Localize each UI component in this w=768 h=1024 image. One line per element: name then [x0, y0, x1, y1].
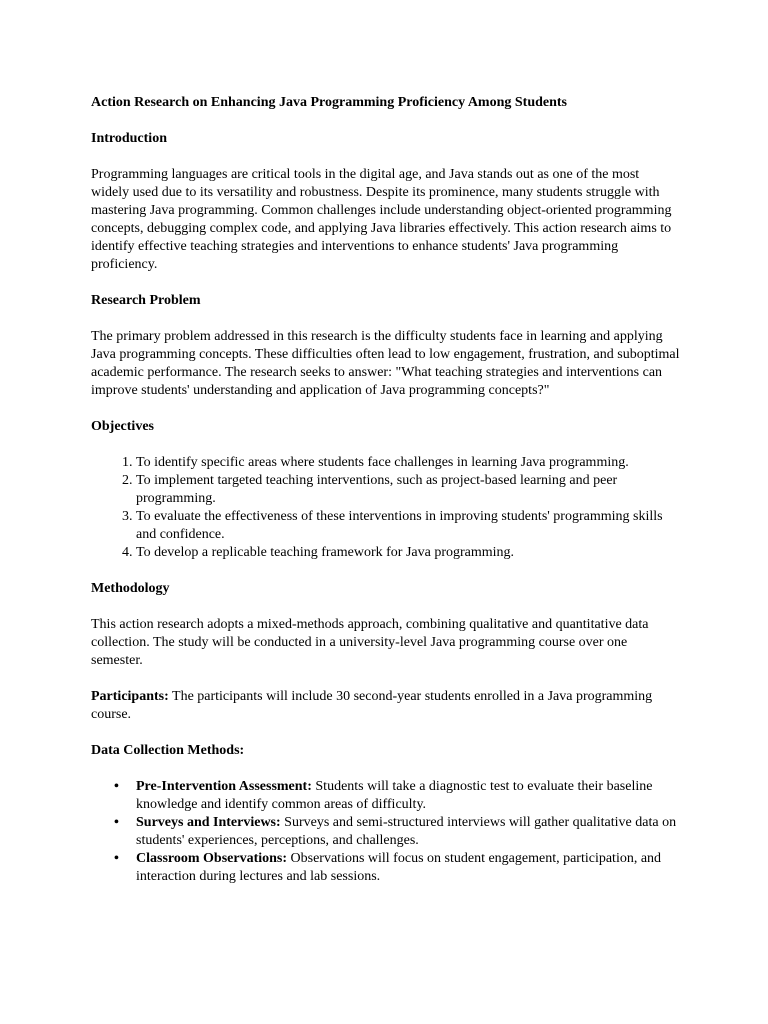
data-collection-item — [114, 850, 680, 886]
data-collection-item — [114, 778, 680, 814]
method-label: Classroom Observations: — [136, 851, 288, 866]
data-collection-item — [114, 814, 680, 850]
methodology-paragraph: This action research adopts a mixed-methods approach, combining qualitative and quantitative data collection. The study will be conducted in a university-level Java programming course over one semester. — [91, 617, 649, 668]
objective-item: 1. To identify specific areas where students face challenges in learning Java programming. — [136, 454, 680, 472]
bullet-icon: • — [114, 815, 119, 830]
bullet-icon: • — [114, 779, 119, 794]
introduction-paragraph: Programming languages are critical tools in the digital age, and Java stands out as one of the most widely used due to its versatility and robustness. Despite its prominence, many students struggle with mastering Java programming. Common challenges include understanding object-oriented programming concepts, debugging complex code, and applying Java libraries effectively. This action research aims to identify effective teaching strategies and interventions to enhance students' Java programming proficiency. — [91, 167, 672, 272]
data-collection-heading: Data Collection Methods: — [91, 743, 245, 758]
method-label: Surveys and Interviews: — [136, 815, 281, 830]
participants-paragraph — [91, 688, 680, 724]
objective-item: 3. To evaluate the effectiveness of these interventions in improving students' programming skills and confidence. — [136, 508, 680, 544]
method-text: Surveys and semi-structured interviews will gather qualitative data on students' experiences, perceptions, and challenges. — [136, 815, 677, 848]
participants-text: The participants will include 30 second-year students enrolled in a Java programming course. — [91, 689, 653, 722]
research-problem-heading: Research Problem — [91, 293, 201, 308]
objectives-list — [91, 454, 680, 562]
participants-label: Participants: — [91, 689, 169, 704]
objective-item: 4. To develop a replicable teaching framework for Java programming. — [136, 544, 680, 562]
objective-item: 2. To implement targeted teaching interventions, such as project-based learning and peer programming. — [136, 472, 680, 508]
method-text: Observations will focus on student engagement, participation, and interaction during lectures and lab sessions. — [136, 851, 662, 884]
objectives-heading: Objectives — [91, 419, 154, 434]
method-label: Pre-Intervention Assessment: — [136, 779, 312, 794]
introduction-heading: Introduction — [91, 131, 167, 146]
methodology-heading: Methodology — [91, 581, 170, 596]
bullet-icon: • — [114, 851, 119, 866]
data-collection-list — [91, 778, 680, 886]
method-text: Students will take a diagnostic test to evaluate their baseline knowledge and identify common areas of difficulty. — [136, 779, 653, 812]
research-problem-paragraph: The primary problem addressed in this research is the difficulty students face in learning and applying Java programming concepts. These difficulties often lead to low engagement, frustration, and suboptimal academic performance. The research seeks to answer: "What teaching strategies and interventions can improve students' understanding and application of Java programming concepts?" — [91, 329, 680, 398]
document-title: Action Research on Enhancing Java Programming Proficiency Among Students — [91, 95, 568, 110]
